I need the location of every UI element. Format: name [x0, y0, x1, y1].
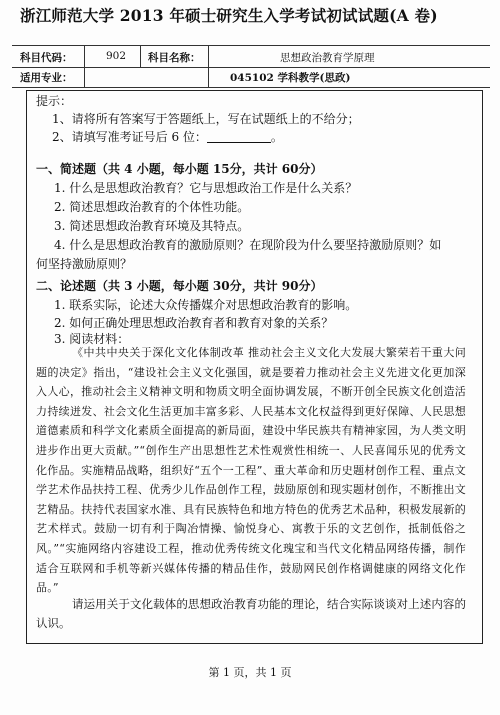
- notice-item-2: [52, 129, 283, 146]
- section-1-question-3: 3. 简述思想政治教育环境及其特点。: [54, 219, 250, 233]
- major-label: 适用专业：: [20, 72, 73, 84]
- subject-code-value: 902: [106, 50, 127, 62]
- divider: [140, 46, 141, 67]
- section-2-question-2: 2. 如何正确处理思想政治教育者和教育对象的关系？: [54, 316, 334, 330]
- subject-name-value: 思想政治教育学原理: [280, 52, 375, 64]
- divider: [84, 46, 85, 67]
- notice-item-2-text: 2、请填写准考证号后 6 位：: [52, 130, 207, 144]
- section-2-question-1: 1. 联系实际，论述大众传播媒介对思想政治教育的影响。: [54, 298, 358, 312]
- notice-heading: 提示：: [36, 94, 73, 108]
- section-2-heading: 二、论述题（共 3 小题，每小题 30分，共计 90分）: [36, 279, 323, 293]
- subject-code-label: 科目代码：: [20, 52, 73, 64]
- section-1-question-4-cont: 何坚持激励原则？: [36, 257, 133, 271]
- subject-name-label: 科目名称：: [148, 52, 201, 64]
- major-value: 045102 学科教学(思政): [230, 72, 351, 84]
- section-2-question-3: 3. 阅读材料：: [54, 332, 130, 346]
- section-1-question-4: 4. 什么是思想政治教育的激励原则？在现阶段为什么要坚持激励原则？如: [54, 238, 442, 252]
- divider: [208, 46, 209, 67]
- section-1-question-1: 1. 什么是思想政治教育？它与思想政治工作是什么关系？: [54, 181, 358, 195]
- exam-title: 浙江师范大学 2013 年硕士研究生入学考试初试试题(A 卷): [20, 6, 438, 25]
- notice-item-1: 1、请将所有答案写于答题纸上，写在试题纸上的不给分；: [52, 112, 360, 126]
- major-info-row: [12, 66, 490, 88]
- reading-material: 《中共中央关于深化文化体制改革 推动社会主义文化大发展大繁荣若干重大问题的决定》指出，“建设社会主义文化强国，就是要着力推动社会主义先进文化更加深入人心，推动社会主义精神文明和物质文明全面协调发展，不断开创全民族文化创造活力持续迸发、社会文化生活更加丰富多彩、人民基本文化权益得到更好保障、人民思想道德素质和科学文化素质全面提高的新局面，建设中华民族共有精神家园，为人类文明进步作出更大贡献。”“创作生产出思想性艺术性观赏性相统一、人民喜闻乐见的优秀文化作品。实施精品战略，组织好“五个一工程”、重大革命和历史题材创作工程、重点文学艺术作品扶持工程、优秀少儿作品创作工程，鼓励原创和现实题材创作，不断推出文艺精品。扶持代表国家水准、具有民族特色和地方特色的优秀艺术品种，积极发展新的艺术样式。鼓励一切有利于陶冶情操、愉悦身心、寓教于乐的文艺创作，抵制低俗之风。”“实施网络内容建设工程，推动优秀传统文化瑰宝和当代文化精品网络传播，制作适合互联网和手机等新兴媒体传播的精品佳作，鼓励网民创作格调健康的网络文化作品。”: [36, 346, 466, 595]
- divider: [208, 66, 209, 87]
- exam-number-blank[interactable]: [207, 131, 271, 143]
- page-number: 第 1 页，共 1 页: [208, 666, 292, 679]
- notice-item-2-end: 。: [270, 130, 283, 144]
- divider: [84, 66, 85, 87]
- subject-info-row: [12, 45, 490, 68]
- section-1-question-2: 2. 简述思想政治教育的个体性功能。: [54, 200, 250, 214]
- section-2-question-3-task: 请运用关于文化载体的思想政治教育功能的理论，结合实际谈谈对上述内容的认识。: [36, 597, 466, 630]
- section-1-heading: 一、简述题（共 4 小题，每小题 15分，共计 60分）: [36, 162, 323, 176]
